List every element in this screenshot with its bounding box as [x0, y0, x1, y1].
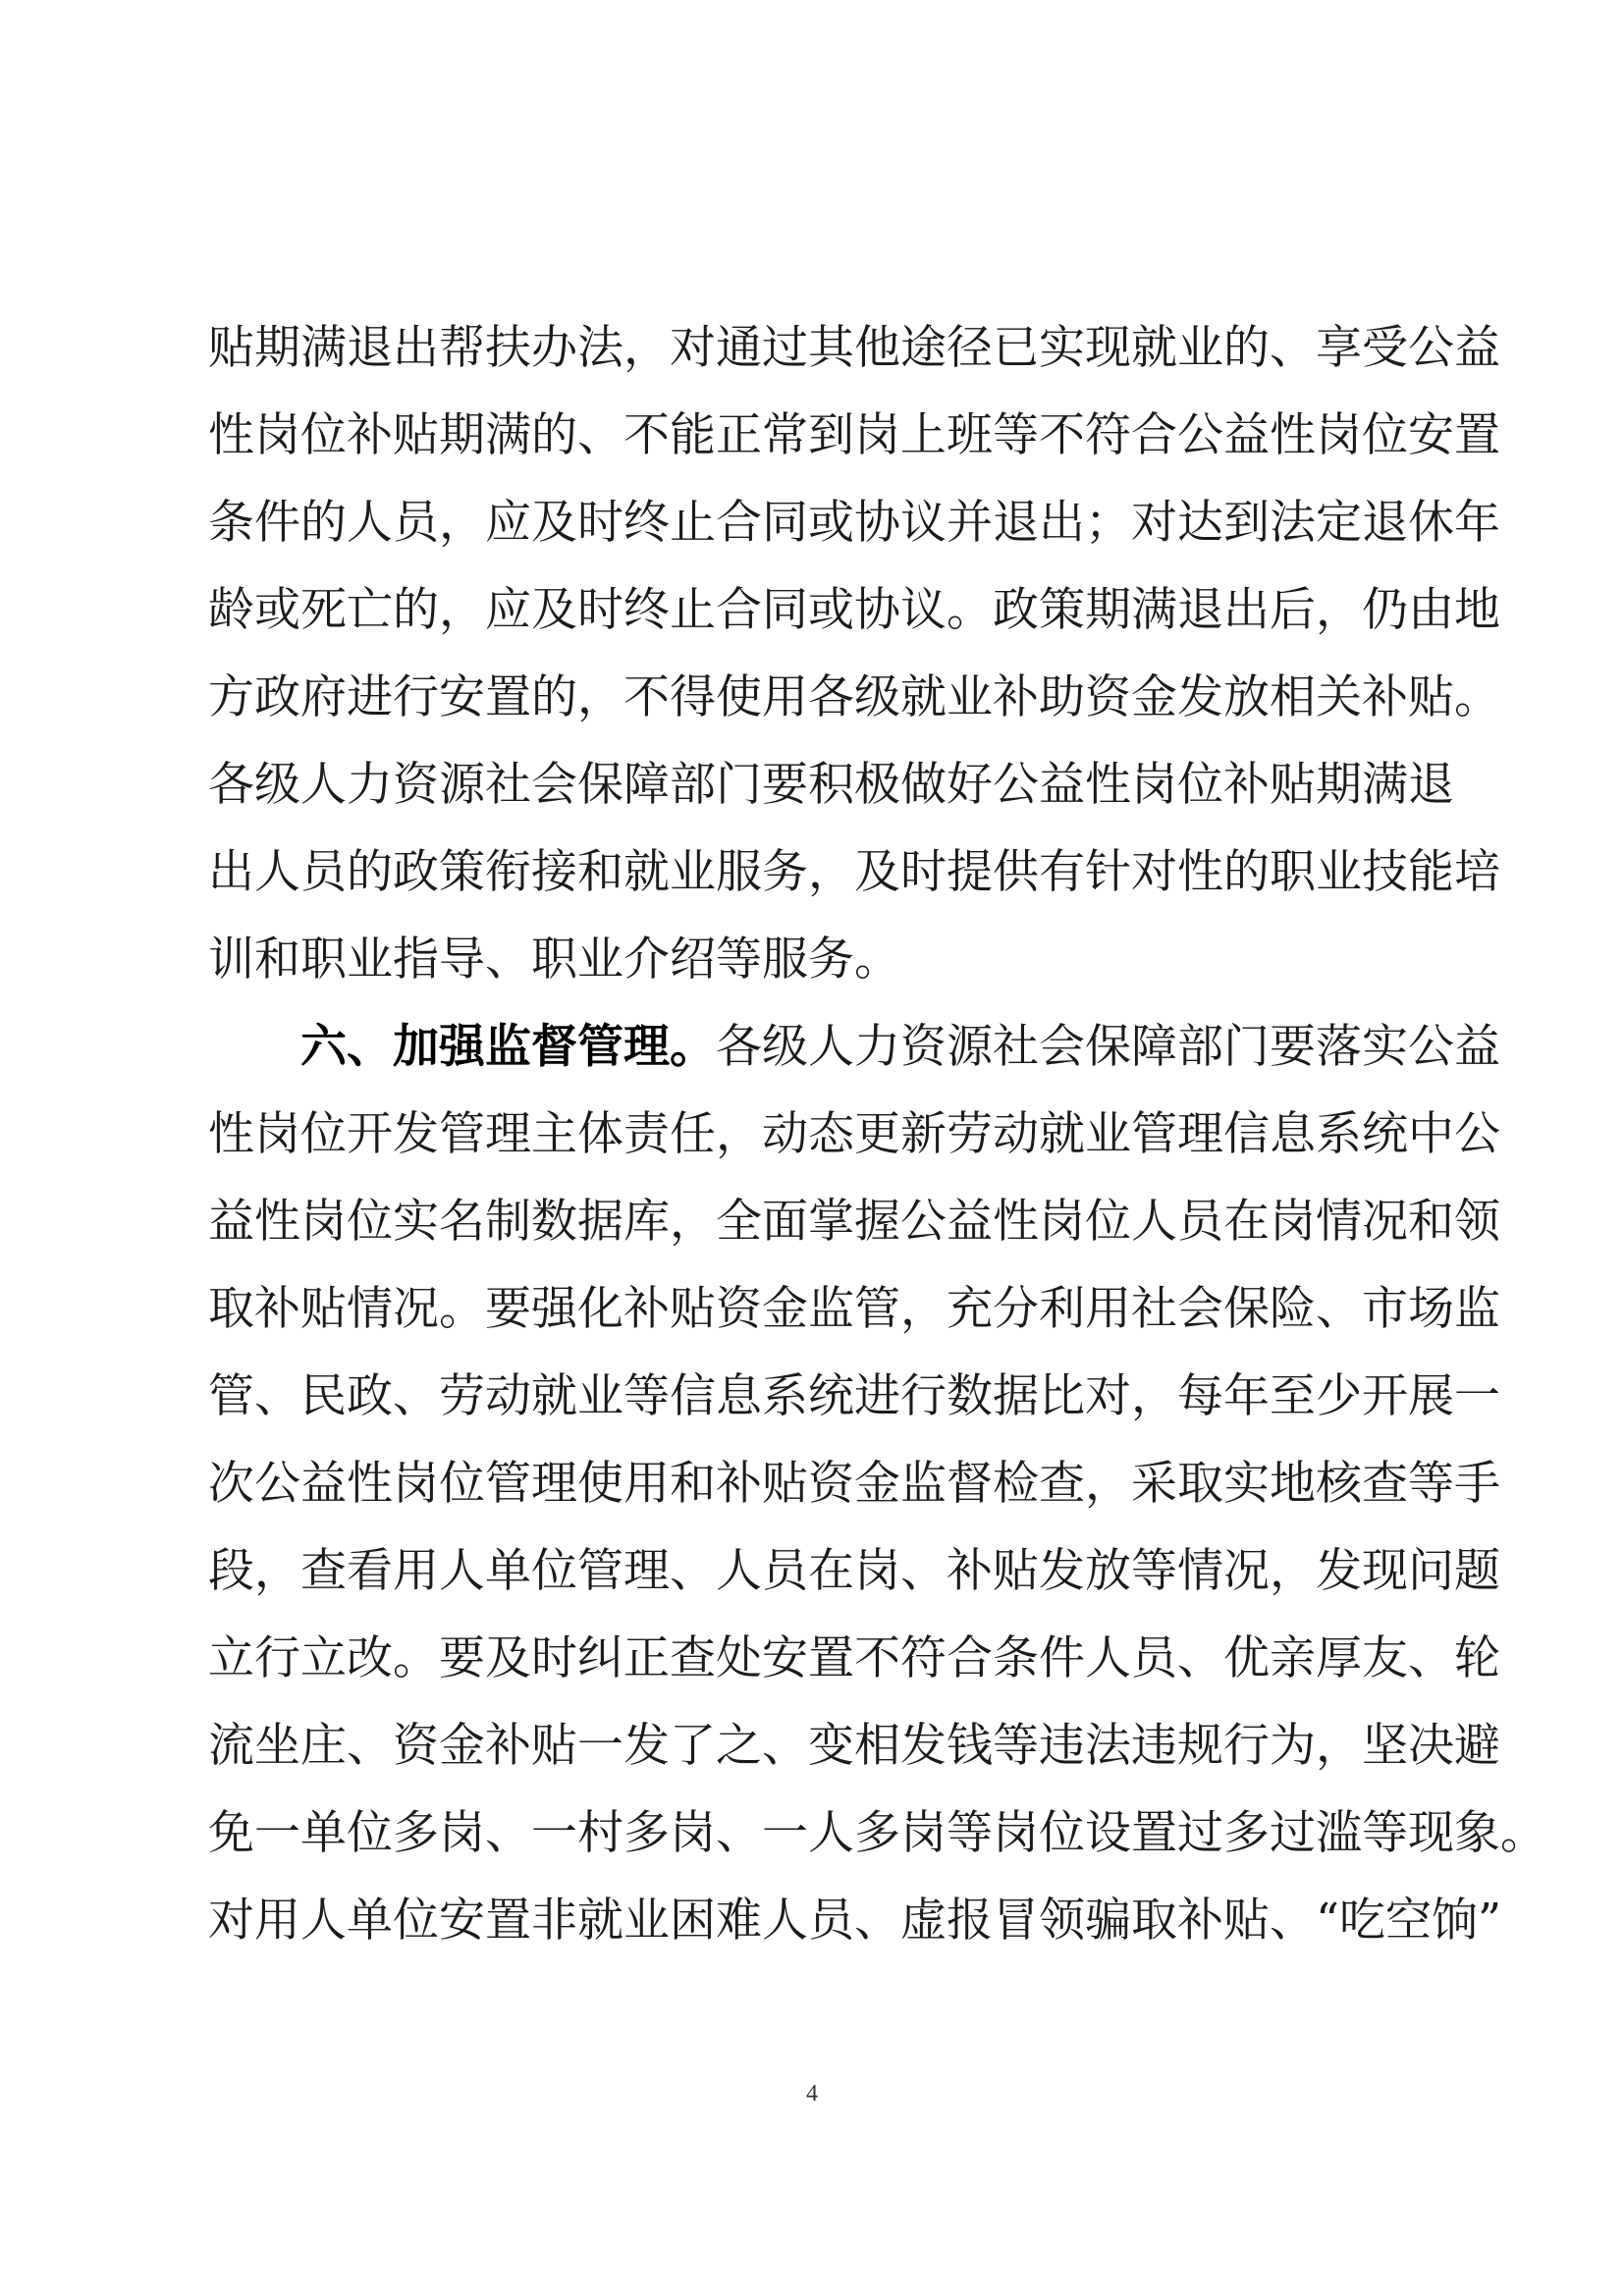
section-six-paragraph — [208, 1003, 1546, 1964]
text-line: 益性岗位实名制数据库，全面掌握公益性岗位人员在岗情况和领 — [208, 1195, 1500, 1249]
text-line: 性岗位补贴期满的、不能正常到岗上班等不符合公益性岗位安置 — [208, 408, 1500, 462]
section-heading-line — [208, 1003, 1500, 1091]
section-heading: 六、加强监督管理。 — [300, 1020, 716, 1074]
text-line: 次公益性岗位管理使用和补贴资金监督检查，采取实地核查等手 — [208, 1457, 1500, 1511]
text-line: 免一单位多岗、一村多岗、一人多岗等岗位设置过多过滥等现象。 — [208, 1806, 1546, 1860]
paragraph-continuation — [208, 304, 1500, 1003]
text-line: 条件的人员，应及时终止合同或协议并退出；对达到法定退休年 — [208, 496, 1500, 550]
body-text — [208, 304, 1546, 1964]
text-line: 立行立改。要及时纠正查处安置不符合条件人员、优亲厚友、轮 — [208, 1631, 1500, 1685]
text-line: 管、民政、劳动就业等信息系统进行数据比对，每年至少开展一 — [208, 1369, 1500, 1423]
text-line: 段，查看用人单位管理、人员在岗、补贴发放等情况，发现问题 — [208, 1544, 1500, 1598]
text-line: 性岗位开发管理主体责任，动态更新劳动就业管理信息系统中公 — [208, 1107, 1500, 1161]
text-line: 流坐庄、资金补贴一发了之、变相发钱等违法违规行为，坚决避 — [208, 1719, 1500, 1773]
text-line: 方政府进行安置的，不得使用各级就业补助资金发放相关补贴。 — [208, 670, 1500, 724]
text-line: 对用人单位安置非就业困难人员、虚报冒领骗取补贴、“吃空饷” — [208, 1894, 1502, 1948]
text-line: 贴期满退出帮扶办法，对通过其他途径已实现就业的、享受公益 — [208, 321, 1500, 375]
text-line: 各级人力资源社会保障部门要积极做好公益性岗位补贴期满退 — [208, 758, 1454, 812]
page-number: 4 — [806, 2081, 818, 2107]
section-heading-rest: 各级人力资源社会保障部门要落实公益 — [716, 1020, 1500, 1074]
text-line: 训和职业指导、职业介绍等服务。 — [208, 933, 900, 987]
text-line: 龄或死亡的，应及时终止合同或协议。政策期满退出后，仍由地 — [208, 583, 1500, 637]
text-line: 取补贴情况。要强化补贴资金监管，充分利用社会保险、市场监 — [208, 1282, 1500, 1336]
text-line: 出人员的政策衔接和就业服务，及时提供有针对性的职业技能培 — [208, 845, 1500, 899]
